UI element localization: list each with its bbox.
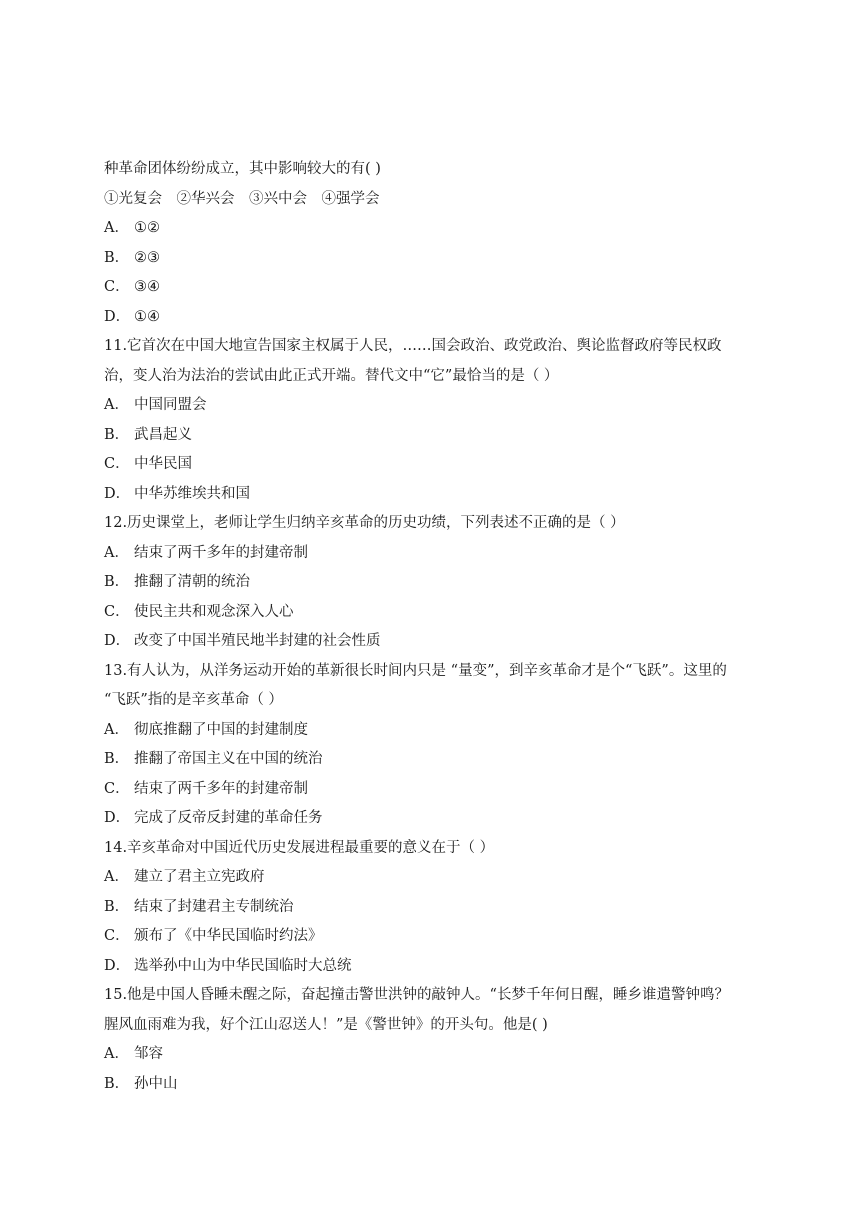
question-14 [104, 834, 764, 982]
option-a[interactable] [104, 1040, 764, 1070]
option-text: 孙中山 [134, 1075, 178, 1092]
option-text: 结束了两千多年的封建帝制 [134, 544, 308, 561]
question-stem-line: 15.他是中国人昏睡未醒之际，奋起撞击警世洪钟的敲钟人。“长梦千年何日醒，睡乡谁遣警钟鸣？ [104, 987, 729, 1003]
option-text: 中华苏维埃共和国 [134, 485, 250, 502]
option-c[interactable] [104, 775, 764, 805]
option-a[interactable] [104, 391, 764, 421]
option-c[interactable] [104, 598, 764, 628]
option-text: ①② [134, 220, 160, 236]
option-text: 建立了君主立宪政府 [134, 869, 265, 885]
question-15 [104, 981, 764, 1099]
option-b[interactable] [104, 893, 764, 923]
question-stem-line: 11.它首次在中国大地宣告国家主权属于人民，……国会政治、政党政治、舆论监督政府等民权政 [104, 338, 722, 354]
option-b[interactable] [104, 568, 764, 598]
option-letter: C． [104, 456, 130, 472]
option-b[interactable] [104, 745, 764, 775]
option-letter: A． [104, 397, 129, 413]
option-d[interactable] [104, 952, 764, 982]
question-stem-line: 13.有人认为，从洋务运动开始的革新很长时间内只是 “量变”，到辛亥革命才是个“飞跃”。这里的 [104, 662, 727, 679]
option-letter: C． [104, 780, 130, 797]
option-letter: B． [104, 898, 130, 915]
option-text: ③④ [134, 279, 160, 295]
option-text: 邹容 [134, 1046, 163, 1062]
option-text: 武昌起义 [134, 426, 192, 443]
option-b[interactable] [104, 244, 764, 274]
question-10-continuation [104, 155, 764, 332]
option-letter: C． [104, 279, 130, 295]
option-a[interactable] [104, 539, 764, 569]
option-letter: D． [104, 308, 131, 325]
option-c[interactable] [104, 273, 764, 303]
question-stem-line: 12.历史课堂上，老师让学生归纳辛亥革命的历史功绩，下列表述不正确的是（ ） [104, 515, 625, 531]
option-text: 结束了封建君主专制统治 [134, 898, 294, 915]
question-stem-line: 种革命团体纷纷成立，其中影响较大的有( ) [104, 161, 381, 177]
question-12 [104, 509, 764, 657]
option-text: 推翻了帝国主义在中国的统治 [134, 751, 323, 767]
option-text: 中国同盟会 [134, 397, 207, 413]
question-stem-line: “飞跃”指的是辛亥革命（ ） [104, 692, 283, 708]
option-d[interactable] [104, 303, 764, 333]
option-text: 中华民国 [134, 456, 192, 472]
option-b[interactable] [104, 421, 764, 451]
option-a[interactable] [104, 863, 764, 893]
option-text: 结束了两千多年的封建帝制 [134, 780, 308, 797]
option-letter: A． [104, 1046, 129, 1062]
option-letter: B． [104, 1075, 130, 1092]
option-a[interactable] [104, 214, 764, 244]
option-text: 彻底推翻了中国的封建制度 [134, 721, 308, 738]
question-stem-line: 腥风血雨难为我，好个江山忍送人！”是《警世钟》的开头句。他是( ) [104, 1016, 548, 1033]
question-list [104, 155, 764, 1099]
option-text: 改变了中国半殖民地半封建的社会性质 [134, 633, 381, 649]
question-stem-line: 治，变人治为法治的尝试由此正式开端。替代文中“它”最恰当的是（ ） [104, 367, 559, 384]
question-subitems: ①光复会 ②华兴会 ③兴中会 ④强学会 [104, 190, 380, 207]
option-a[interactable] [104, 716, 764, 746]
option-letter: D． [104, 485, 131, 502]
question-11 [104, 332, 764, 509]
option-c[interactable] [104, 922, 764, 952]
option-d[interactable] [104, 804, 764, 834]
option-letter: C． [104, 928, 130, 944]
option-text: 使民主共和观念深入人心 [134, 603, 294, 620]
option-letter: B． [104, 249, 130, 266]
option-text: 推翻了清朝的统治 [134, 574, 250, 590]
option-text: 选举孙中山为中华民国临时大总统 [134, 957, 352, 974]
option-text: ①④ [134, 308, 160, 325]
option-c[interactable] [104, 450, 764, 480]
option-letter: A． [104, 869, 129, 885]
option-letter: B． [104, 426, 130, 443]
question-13 [104, 657, 764, 834]
option-letter: A． [104, 544, 129, 561]
option-letter: A． [104, 220, 129, 236]
option-letter: D． [104, 810, 131, 826]
option-letter: C． [104, 603, 130, 620]
option-d[interactable] [104, 627, 764, 657]
question-stem-line: 14.辛亥革命对中国近代历史发展进程最重要的意义在于（ ） [104, 839, 495, 856]
option-letter: A． [104, 721, 129, 738]
option-letter: B． [104, 751, 130, 767]
option-letter: D． [104, 957, 131, 974]
option-text: 完成了反帝反封建的革命任务 [134, 810, 323, 826]
option-b[interactable] [104, 1070, 764, 1100]
option-letter: D． [104, 633, 131, 649]
option-text: ②③ [134, 249, 160, 266]
option-d[interactable] [104, 480, 764, 510]
option-text: 颁布了《中华民国临时约法》 [134, 928, 323, 944]
option-letter: B． [104, 574, 130, 590]
